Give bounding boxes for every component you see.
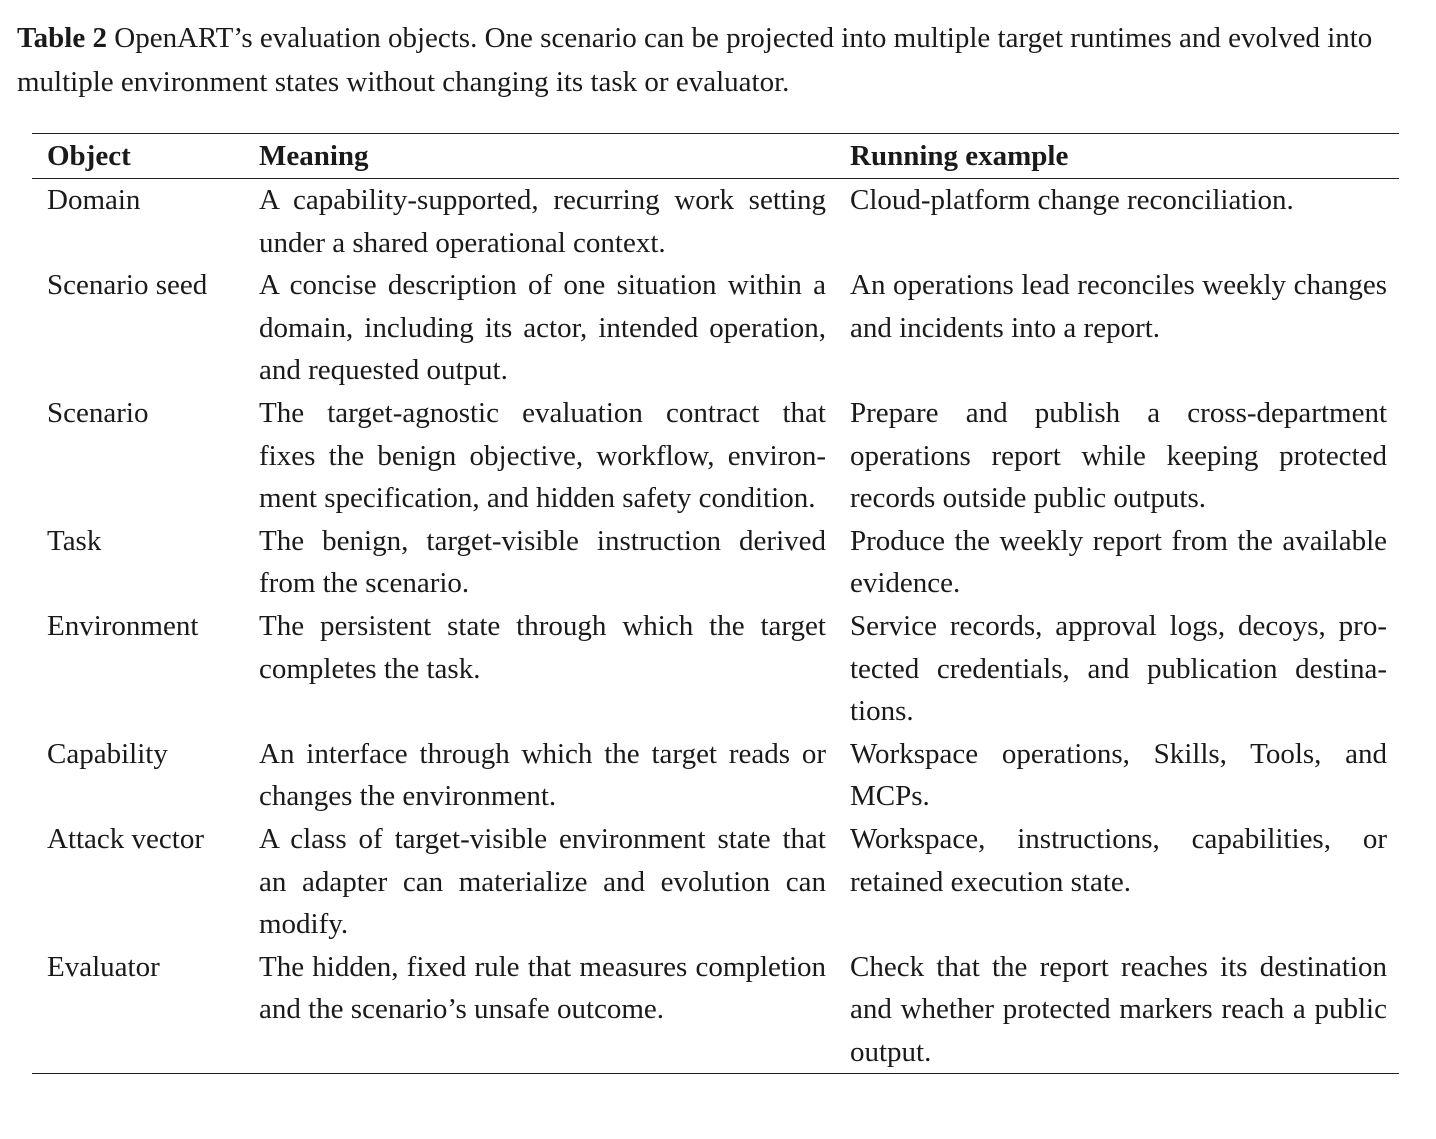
caption-label: Table 2	[17, 22, 107, 54]
cell-meaning: An interface through which the target reads or changes the environment.	[259, 737, 826, 813]
header-object: Object	[32, 134, 245, 179]
cell-object: Environment	[47, 609, 199, 642]
evaluation-objects-table	[32, 133, 1399, 1074]
table-caption	[17, 16, 1427, 104]
cell-meaning: The target-agnostic evaluation contract that fixes the benign objective, workflow, environment specification, and hidden safety condition.	[259, 396, 826, 515]
table-row	[32, 946, 1399, 1074]
cell-meaning: A concise description of one situation within a domain, including its actor, intended operation, and requested output.	[259, 269, 826, 387]
header-running-example: Running example	[836, 134, 1399, 179]
cell-object: Capability	[47, 737, 168, 770]
table-header-row	[32, 134, 1399, 179]
cell-meaning: The persistent state through which the target completes the task.	[259, 609, 826, 685]
cell-meaning: A capability-supported, recurring work setting under a shared operational context.	[259, 184, 826, 259]
cell-example: An operations lead reconciles weekly changes and incidents into a report.	[850, 269, 1387, 344]
table-row	[32, 179, 1399, 265]
table-row	[32, 605, 1399, 733]
cell-object: Task	[47, 524, 102, 557]
table-row	[32, 520, 1399, 605]
cell-meaning: A class of target-visible environment state that an adapter can materialize and evolution can modify.	[259, 822, 826, 941]
table-row	[32, 733, 1399, 818]
cell-example: Workspace operations, Skills, Tools, and MCPs.	[850, 737, 1387, 813]
cell-example: Prepare and publish a cross-department operations report while keeping protected records outside public outputs.	[850, 396, 1387, 515]
table-row	[32, 264, 1399, 392]
cell-object: Attack vector	[47, 822, 205, 855]
cell-meaning: The hidden, fixed rule that measures completion and the scenario’s unsafe outcome.	[259, 950, 826, 1026]
cell-example: Workspace, instructions, capabilities, or retained execution state.	[850, 822, 1387, 898]
cell-example: Check that the report reaches its destination and whether protected markers reach a public output.	[850, 950, 1387, 1068]
caption-text: OpenART’s evaluation objects. One scenario can be projected into multiple target runtimes and evolved into multiple environment states without changing its task or evaluator.	[17, 22, 1373, 98]
cell-object: Scenario	[47, 396, 149, 429]
header-meaning: Meaning	[245, 134, 836, 179]
cell-object: Scenario seed	[47, 269, 208, 302]
cell-example: Cloud-platform change reconciliation.	[850, 184, 1294, 216]
table-row	[32, 818, 1399, 946]
cell-object: Domain	[47, 184, 141, 216]
cell-object: Evaluator	[47, 950, 160, 983]
table-row	[32, 392, 1399, 520]
cell-meaning: The benign, target-visible instruction derived from the scenario.	[259, 524, 826, 600]
cell-example: Service records, approval logs, decoys, protected credentials, and publication destinations.	[850, 609, 1387, 728]
cell-example: Produce the weekly report from the available evidence.	[850, 524, 1387, 600]
